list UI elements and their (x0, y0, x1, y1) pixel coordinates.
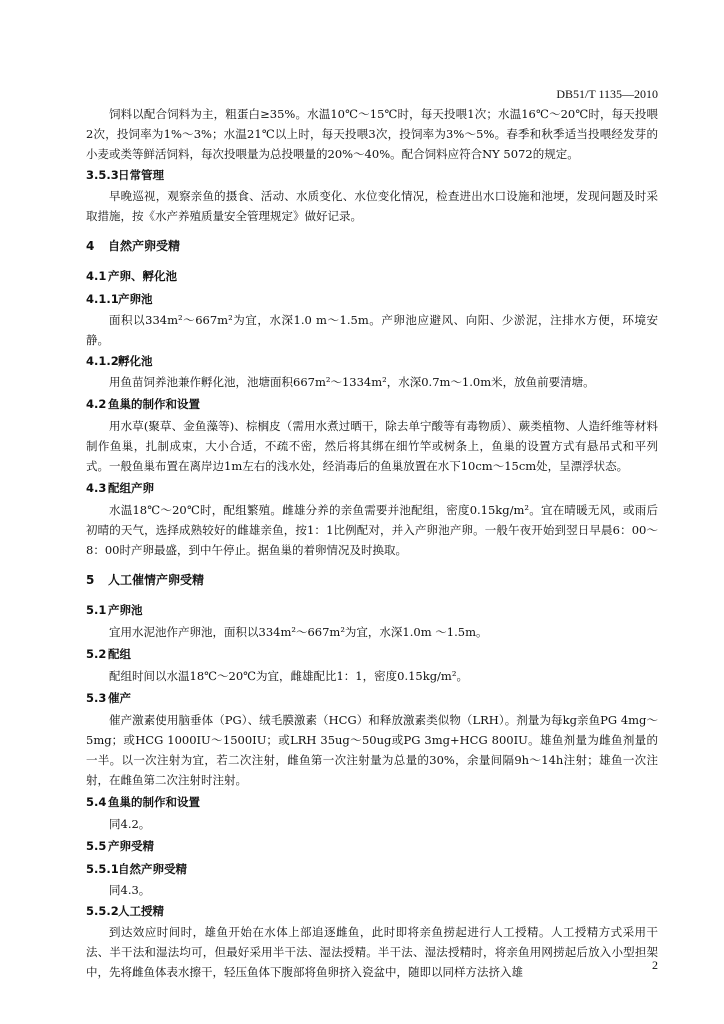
paragraph: 水温18℃～20℃时，配组繁殖。雌雄分养的亲鱼需要并池配组，密度0.15kg/m²。宜在晴暖无风，或雨后初晴的天气，选择成熟较好的雌雄亲鱼，按1：1比例配对，并入产卵池产卵。一般午夜开始到翌日早晨6：00～8：00时产卵最盛，到中午停止。据鱼巢的着卵情况及时换取。 (86, 503, 658, 557)
paragraph: 用水草(聚草、金鱼藻等)、棕榈皮（需用水煮过晒干，除去单宁酸等有毒物质）、蕨类植物、人造纤维等材料制作鱼巢，扎制成束，大小合适，不疏不密，然后将其绑在细竹竿或树条上，鱼巢的设置方式有悬吊式和平列式。一般鱼巢布置在离岸边1m左右的浅水处，经消毒后的鱼巢放置在水下10cm～15cm处，呈漂浮状态。 (86, 419, 658, 473)
paragraph: 用鱼苗饲养池兼作孵化池，池塘面积667m²～1334m²，水深0.7m～1.0m米，放鱼前要清塘。 (109, 375, 595, 389)
heading-number: 4.1.2 (86, 354, 119, 368)
heading-number: 3.5.3 (86, 168, 119, 182)
heading-text: 配组 (108, 647, 131, 661)
heading-number: 5.5 (86, 839, 107, 853)
clause-heading (86, 350, 658, 372)
heading-text: 鱼巢的制作和设置 (108, 795, 200, 809)
heading-number: 4.2 (86, 397, 107, 411)
paragraph: 饲料以配合饲料为主，粗蛋白≥35%。水温10℃～15℃时，每天投喂1次；水温16℃～20℃时，每天投喂2次，投饲率为1%～3%；水温21℃以上时，每天投喂3次，投饲率为3%～5%。春季和秋季适当投喂经发芽的小麦或类等鲜活饲料，每次投喂量为总投喂量的20%～40%。配合饲料应符合NY 5072的规定。 (86, 107, 658, 161)
document-body (86, 104, 658, 982)
paragraph: 同4.3。 (109, 883, 151, 897)
paragraph: 早晚巡视，观察亲鱼的摄食、活动、水质变化、水位变化情况，检查进出水口设施和池埂，发现问题及时采取措施，按《水产养殖质量安全管理规定》做好记录。 (86, 189, 658, 223)
paragraph: 催产激素使用脑垂体（PG）、绒毛膜激素（HCG）和释放激素类似物（LRH）。剂量为每kg亲鱼PG 4mg～5mg；或HCG 1000IU～1500IU；或LRH 35ug～50ug或PG 3mg+HCG 800IU。雄鱼剂量为雌鱼剂量的一半。以一次注射为宜，若二次注射，雌鱼第一次注射量为总量的30%，余量间隔9h～14h注射；雄鱼一次注射，在雌鱼第二次注射时注射。 (86, 713, 658, 787)
heading-number: 5.4 (86, 795, 107, 809)
heading-text: 人工催情产卵受精 (108, 573, 205, 587)
heading-text: 产卵、孵化池 (108, 269, 177, 283)
heading-text: 配组产卵 (108, 481, 154, 495)
heading-text: 产卵受精 (108, 839, 154, 853)
heading-number: 5.3 (86, 691, 107, 705)
document-code: DB51/T 1135—2010 (556, 87, 658, 101)
heading-text: 鱼巢的制作和设置 (108, 397, 200, 411)
heading-number: 5.5.2 (86, 904, 119, 918)
subsection-heading (86, 392, 658, 416)
heading-text: 产卵池 (108, 603, 143, 617)
clause-heading (86, 858, 658, 880)
paragraph: 面积以334m²～667m²为宜，水深1.0 m～1.5m。产卵池应避风、向阳、少淤泥，注排水方便，环境安静。 (86, 313, 658, 347)
subsection-heading (86, 598, 658, 622)
heading-text: 自然产卵受精 (108, 239, 181, 253)
heading-number: 4.1.1 (86, 292, 119, 306)
subsection-heading (86, 790, 658, 814)
clause-heading (86, 900, 658, 922)
heading-text: 产卵池 (118, 292, 153, 306)
heading-number: 5.1 (86, 603, 107, 617)
section-heading (86, 568, 658, 592)
subsection-heading (86, 834, 658, 858)
heading-number: 4.1 (86, 269, 107, 283)
clause-heading (86, 288, 658, 310)
subsection-heading (86, 264, 658, 288)
heading-text: 人工授精 (118, 904, 164, 918)
heading-text: 孵化池 (118, 354, 153, 368)
clause-heading (86, 164, 658, 186)
page-number: 2 (652, 958, 658, 972)
subsection-heading (86, 686, 658, 710)
heading-text: 自然产卵受精 (118, 862, 187, 876)
paragraph: 到达效应时间时，雄鱼开始在水体上部追逐雌鱼，此时即将亲鱼捞起进行人工授精。人工授精方式采用干法、半干法和湿法均可，但最好采用半干法、湿法授精。半干法、湿法授精时，将亲鱼用网捞起后放入小型担架中，先将雌鱼体表水擦干，轻压鱼体下腹部将鱼卵挤入瓷盆中，随即以同样方法挤入雄 (86, 925, 658, 979)
section-heading (86, 234, 658, 258)
subsection-heading (86, 476, 658, 500)
heading-number: 5.2 (86, 647, 107, 661)
paragraph: 宜用水泥池作产卵池，面积以334m²～667m²为宜，水深1.0m ～1.5m。 (109, 625, 488, 639)
heading-text: 日常管理 (118, 168, 164, 182)
heading-number: 5.5.1 (86, 862, 119, 876)
heading-number: 4.3 (86, 481, 107, 495)
heading-number: 5 (86, 573, 95, 587)
paragraph: 配组时间以水温18℃～20℃为宜，雌雄配比1：1，密度0.15kg/m²。 (109, 669, 468, 683)
subsection-heading (86, 642, 658, 666)
heading-number: 4 (86, 239, 95, 253)
heading-text: 催产 (108, 691, 131, 705)
paragraph: 同4.2。 (109, 817, 151, 831)
